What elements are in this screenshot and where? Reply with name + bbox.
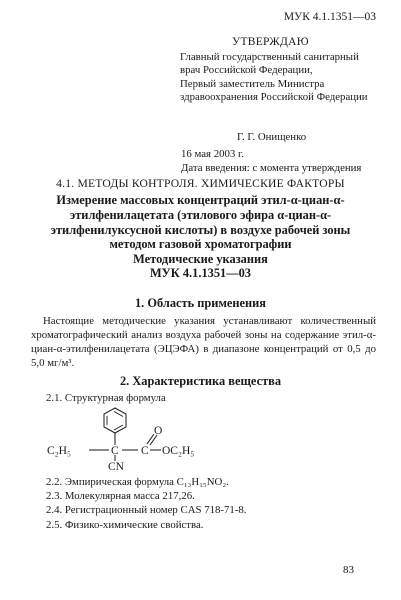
ring-double-bond — [114, 412, 123, 417]
carbonyl-carbon-label: C — [141, 445, 149, 457]
characteristics-heading: 2. Характеристика вещества — [119, 374, 282, 388]
ethyl-label: C₂H₅ — [47, 445, 71, 457]
properties-list — [46, 475, 247, 532]
page-number: 83 — [343, 564, 354, 576]
scope-paragraph: Настоящие методические указания устанавливают количественный хроматографический анализ воздуха рабочей зоны на содержание этил-α-циан-α-этилфенилацетата (ЭЦЭФА) в диапазоне концентраций от 0,5 до 5,0 мг/м³. — [31, 315, 376, 369]
scope-heading: 1. Область применения — [134, 296, 267, 310]
ester-label: OC₂H₅ — [162, 445, 195, 457]
approval-line: Главный государственный санитарный — [180, 50, 359, 63]
title-line: этилфенилацетата (этилового эфира α-циан-α- — [69, 207, 332, 222]
approval-line: врач Российской Федерации, — [180, 64, 313, 77]
nitrile-label: CN — [108, 461, 124, 472]
title-line: Измерение массовых концентраций этил-α-циан-α- — [56, 193, 345, 207]
bond-carbonyl-double — [147, 434, 154, 444]
document-code: МУК 4.1.1351—03 — [283, 11, 376, 23]
structural-formula — [40, 404, 240, 472]
approval-date: 16 мая 2003 г. — [181, 148, 244, 160]
approver-name: Г. Г. Онищенко — [237, 131, 307, 143]
property-item: 2.4. Регистрационный номер CAS 718-71-8. — [46, 504, 247, 517]
property-item: 2.3. Молекулярная масса 217,26. — [46, 490, 195, 503]
approval-block — [180, 36, 395, 105]
oxygen-label: O — [154, 425, 163, 437]
property-item: 2.5. Физико-химические свойства. — [46, 518, 204, 531]
guidelines-label: Методические указания — [133, 252, 268, 266]
center-carbon-label: C — [111, 445, 119, 457]
approval-line: здравоохранения Российской Федерации — [180, 91, 368, 104]
guidelines-code: МУК 4.1.1351—03 — [149, 266, 252, 280]
effective-date: Дата введения: с момента утверждения — [181, 161, 362, 174]
document-title — [28, 193, 373, 252]
approval-title: УТВЕРЖДАЮ — [232, 36, 309, 48]
title-line: методом газовой хроматографии — [109, 237, 292, 252]
guidelines-block — [0, 252, 401, 280]
approval-line: Первый заместитель Министра — [180, 77, 325, 90]
property-item: 2.2. Эмпирическая формула C₁₃H₁₅NO₂. — [46, 476, 229, 488]
title-line: этилфенилуксусной кислоты) в воздухе рабочей зоны — [50, 222, 351, 237]
section-heading: 4.1. МЕТОДЫ КОНТРОЛЯ. ХИМИЧЕСКИЕ ФАКТОРЫ — [56, 177, 345, 190]
dates-block — [181, 148, 361, 175]
structure-label: 2.1. Структурная формула — [46, 392, 166, 404]
